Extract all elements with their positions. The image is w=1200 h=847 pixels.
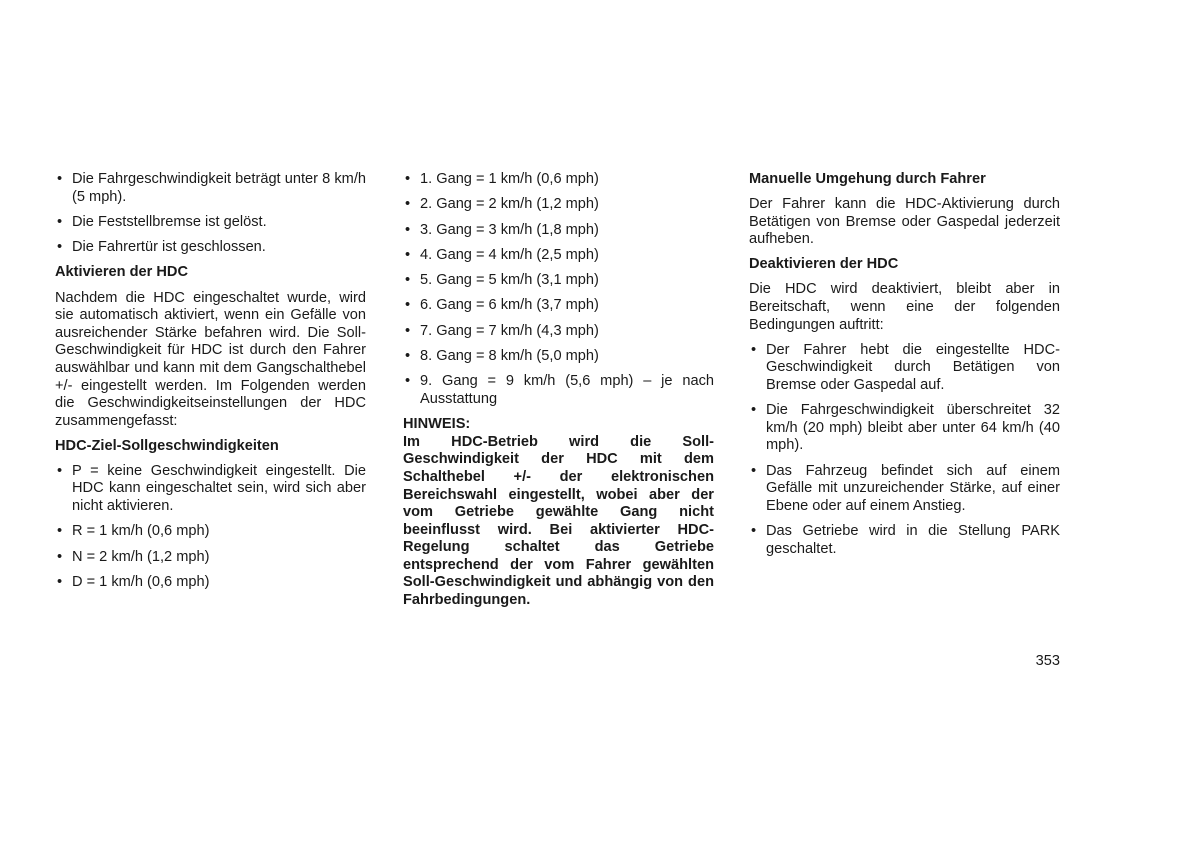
bullet-icon: •	[751, 341, 757, 358]
bullet-icon: •	[405, 171, 411, 187]
bullet-icon: •	[57, 548, 63, 565]
list-item: • 5. Gang = 5 km/h (3,1 mph)	[405, 272, 599, 289]
bullet-icon: •	[405, 196, 411, 213]
paragraph-activate-hdc: Nachdem die HDC eingeschaltet wurde, wird sie automatisch aktiviert, wenn ein Gefälle von ausreichender Stärke befahren wird. Die Soll-Geschwindigkeit für HDC ist durch den Fahrer auswählbar und kann mit dem Gangschalthebel +/- eingestellt werden. Im Folgenden werden die Geschwindigkeitseinstellungen der HDC zusammengefasst:	[55, 289, 366, 429]
list-item: • Die Fahrertür ist geschlossen.	[57, 239, 266, 256]
list-item: • P = keine Geschwindigkeit eingestellt. Die HDC kann eingeschaltet sein, wird sich aber nicht aktivieren.	[57, 462, 366, 515]
list-item: • Das Getriebe wird in die Stellung PARK geschaltet.	[751, 523, 1060, 557]
list-item: • D = 1 km/h (0,6 mph)	[57, 573, 210, 590]
heading-deactivate-hdc: Deaktivieren der HDC	[749, 256, 899, 273]
paragraph-manual-override: Der Fahrer kann die HDC-Aktivierung durch Betätigen von Bremse oder Gaspedal jederzeit aufheben.	[749, 196, 1060, 248]
list-item: • R = 1 km/h (0,6 mph)	[57, 523, 210, 540]
bullet-icon: •	[405, 322, 411, 339]
list-item: • 8. Gang = 8 km/h (5,0 mph)	[405, 347, 599, 364]
page-number: 353	[1035, 653, 1060, 669]
bullet-icon: •	[57, 213, 63, 230]
list-item: • Die Fahrgeschwindigkeit überschreitet 32 km/h (20 mph) bleibt aber unter 64 km/h (40 mph).	[751, 402, 1060, 454]
bullet-icon: •	[405, 272, 411, 289]
list-item: • 3. Gang = 3 km/h (1,8 mph)	[405, 221, 599, 238]
bullet-icon: •	[405, 246, 411, 263]
bullet-icon: •	[751, 523, 757, 540]
note-text: Im HDC-Betrieb wird die Soll-Geschwindigkeit der HDC mit dem Schalthebel +/- der elektronischen Bereichswahl eingestellt, wobei aber der vom Getriebe gewählte Gang nicht beeinflusst wird. Bei aktivierter HDC-Regelung schaltet das Getriebe entsprechend der vom Fahrer gewählten Soll-Geschwindigkeit und abhängig von den Fahrbedingungen.	[403, 433, 714, 609]
bullet-icon: •	[57, 462, 63, 479]
left-column	[55, 171, 366, 599]
list-item: • Die Feststellbremse ist gelöst.	[57, 213, 267, 230]
list-item: • Der Fahrer hebt die eingestellte HDC-Geschwindigkeit durch Betätigen von Bremse oder Gaspedal auf.	[751, 341, 1060, 393]
list-item: • Das Fahrzeug befindet sich auf einem Gefälle mit unzureichender Stärke, auf einer Ebene oder auf einem Anstieg.	[751, 462, 1060, 514]
note-title: HINWEIS:	[403, 416, 471, 433]
bullet-icon: •	[57, 573, 63, 590]
bullet-icon: •	[751, 462, 757, 479]
bullet-icon: •	[751, 402, 757, 419]
list-item: • 4. Gang = 4 km/h (2,5 mph)	[405, 246, 599, 263]
bullet-icon: •	[405, 221, 411, 238]
list-item: • N = 2 km/h (1,2 mph)	[57, 548, 210, 565]
paragraph-deactivate-hdc: Die HDC wird deaktiviert, bleibt aber in Bereitschaft, wenn eine der folgenden Bedingungen auftritt:	[749, 281, 1060, 333]
bullet-icon: •	[57, 171, 63, 187]
list-item: • 2. Gang = 2 km/h (1,2 mph)	[405, 196, 599, 213]
heading-target-speeds: HDC-Ziel-Sollgeschwindigkeiten	[55, 437, 279, 454]
list-item: • Die Fahrgeschwindigkeit beträgt unter 8 km/h (5 mph).	[57, 171, 366, 205]
bullet-icon: •	[405, 373, 411, 390]
list-item: • 1. Gang = 1 km/h (0,6 mph)	[405, 171, 599, 187]
list-item: • 7. Gang = 7 km/h (4,3 mph)	[405, 322, 599, 339]
right-column	[749, 171, 1060, 566]
bullet-icon: •	[57, 523, 63, 540]
bullet-icon: •	[57, 239, 63, 256]
list-item: • 6. Gang = 6 km/h (3,7 mph)	[405, 297, 599, 314]
bullet-icon: •	[405, 347, 411, 364]
heading-activate-hdc: Aktivieren der HDC	[55, 264, 189, 281]
middle-column	[403, 171, 714, 610]
list-item: • 9. Gang = 9 km/h (5,6 mph) – je nach Ausstattung	[405, 373, 714, 407]
bullet-icon: •	[405, 297, 411, 314]
heading-manual-override: Manuelle Umgehung durch Fahrer	[749, 171, 986, 187]
